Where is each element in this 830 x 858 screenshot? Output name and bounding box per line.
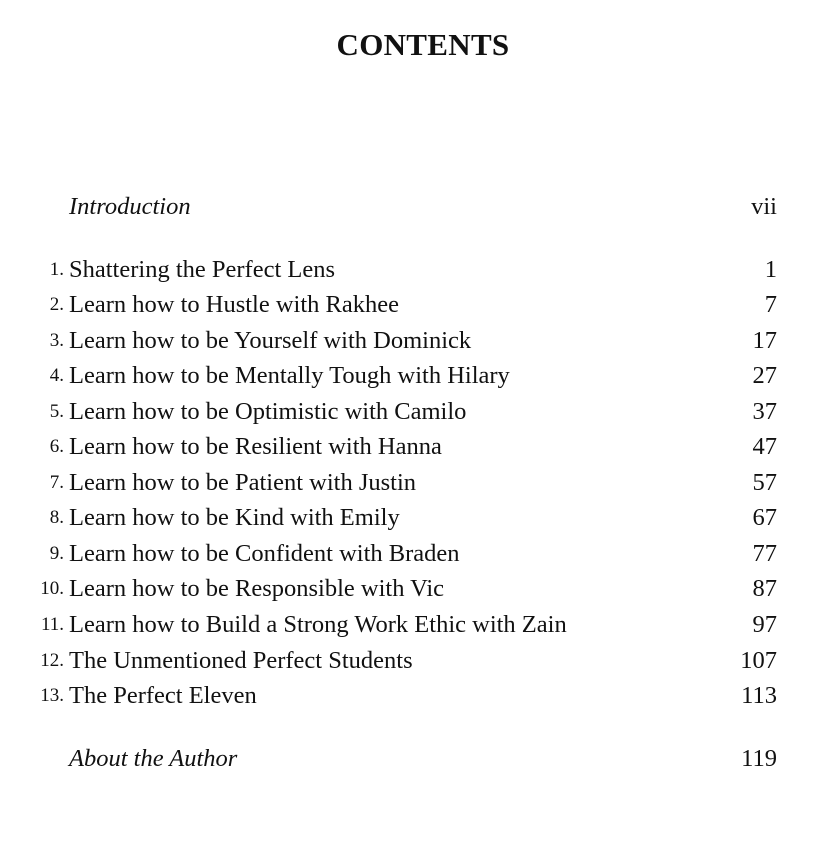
toc-entry-chapter-5[interactable] [0, 397, 830, 427]
toc-entry-page: 113 [741, 682, 777, 709]
toc-entry-page: 37 [752, 398, 777, 425]
toc-entry-number: 11. [40, 614, 64, 635]
toc-entry-page: 47 [752, 433, 777, 460]
toc-entry-number: 1. [49, 259, 64, 280]
toc-entry-page: 67 [752, 504, 777, 531]
toc-entry-page: 87 [752, 575, 777, 602]
toc-entry-title: The Unmentioned Perfect Students [69, 647, 413, 674]
toc-entry-page: 77 [752, 540, 777, 567]
page-title: CONTENTS [336, 27, 510, 62]
toc-entry-chapter-6[interactable] [0, 432, 830, 462]
toc-entry-page: 7 [764, 291, 777, 318]
toc-entry-chapter-10[interactable] [0, 574, 830, 604]
toc-entry-chapter-1[interactable] [0, 255, 830, 285]
toc-entry-page: 97 [752, 611, 777, 638]
toc-entry-title: Shattering the Perfect Lens [69, 256, 336, 283]
toc-entry-title: Learn how to Build a Strong Work Ethic with Zain [69, 611, 567, 638]
toc-entry-page: 1 [764, 256, 777, 283]
toc-entry-title: Learn how to be Responsible with Vic [69, 575, 445, 602]
toc-entry-page: 27 [752, 362, 777, 389]
toc-entry-title: Learn how to be Mentally Tough with Hilary [69, 362, 510, 389]
toc-entry-number: 3. [49, 330, 64, 351]
toc-entry-chapter-12[interactable] [0, 646, 830, 676]
toc-entry-number: 13. [40, 685, 64, 706]
toc-entry-number: 7. [49, 472, 64, 493]
toc-entry-page: 107 [740, 647, 777, 674]
toc-entry-page: 119 [741, 745, 777, 772]
toc-entry-title: Learn how to be Confident with Braden [69, 540, 460, 567]
toc-entry-title: Introduction [69, 193, 191, 220]
toc-entry-title: Learn how to be Optimistic with Camilo [69, 398, 467, 425]
toc-entry-about-the-author[interactable] [0, 744, 830, 774]
toc-entry-number: 5. [49, 401, 64, 422]
toc-entry-chapter-7[interactable] [0, 468, 830, 498]
toc-entry-title: Learn how to Hustle with Rakhee [69, 291, 399, 318]
toc-entry-number: 9. [49, 543, 64, 564]
toc-entry-number: 8. [49, 507, 64, 528]
toc-entry-title: Learn how to be Kind with Emily [69, 504, 400, 531]
toc-entry-chapter-4[interactable] [0, 361, 830, 391]
toc-entry-number: 4. [49, 365, 64, 386]
toc-entry-number: 6. [49, 436, 64, 457]
toc-entry-chapter-3[interactable] [0, 326, 830, 356]
toc-entry-chapter-13[interactable] [0, 681, 830, 711]
toc-entry-title: Learn how to be Yourself with Dominick [69, 327, 472, 354]
toc-entry-chapter-11[interactable] [0, 610, 830, 640]
toc-entry-chapter-9[interactable] [0, 539, 830, 569]
toc-entry-number: 10. [40, 578, 64, 599]
toc-entry-number: 12. [40, 650, 64, 671]
toc-entry-title: The Perfect Eleven [69, 682, 257, 709]
toc-entry-chapter-8[interactable] [0, 503, 830, 533]
toc-entry-page: vii [751, 193, 777, 220]
toc-entry-title: About the Author [69, 745, 238, 772]
toc-entry-introduction[interactable] [0, 192, 830, 222]
toc-entry-page: 57 [752, 469, 777, 496]
toc-entry-page: 17 [752, 327, 777, 354]
toc-entry-title: Learn how to be Resilient with Hanna [69, 433, 442, 460]
toc-entry-chapter-2[interactable] [0, 290, 830, 320]
toc-entry-title: Learn how to be Patient with Justin [69, 469, 417, 496]
toc-entry-number: 2. [49, 294, 64, 315]
